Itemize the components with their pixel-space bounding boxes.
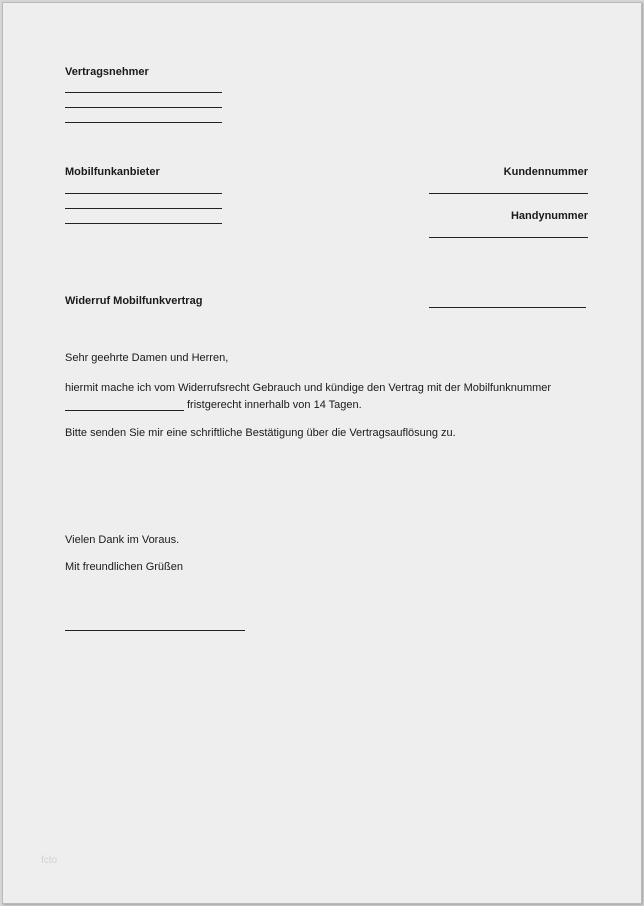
provider-line-2[interactable] — [65, 208, 222, 209]
sender-line-3[interactable] — [65, 122, 222, 123]
phone-number-line[interactable] — [429, 237, 588, 238]
provider-heading: Mobilfunkanbieter — [65, 166, 160, 178]
salutation: Sehr geehrte Damen und Herren, — [65, 352, 229, 364]
sender-line-1[interactable] — [65, 92, 222, 93]
subject-line: Widerruf Mobilfunkvertrag — [65, 295, 203, 307]
mobile-number-blank[interactable] — [65, 410, 184, 411]
watermark-text: fcto — [41, 855, 58, 866]
sender-line-2[interactable] — [65, 107, 222, 108]
body-line-1: hiermit mache ich vom Widerrufsrecht Gebrauch und kündige den Vertrag mit der Mobilfunknummer — [65, 382, 552, 394]
sender-heading: Vertragsnehmer — [65, 66, 149, 78]
phone-number-label: Handynummer — [510, 210, 588, 222]
provider-line-1[interactable] — [65, 193, 222, 194]
closing-text: Mit freundlichen Grüßen — [65, 561, 183, 573]
request-text: Bitte senden Sie mir eine schriftliche Bestätigung über die Vertragsauflösung zu. — [65, 427, 456, 439]
signature-line[interactable] — [65, 630, 245, 631]
date-line[interactable] — [429, 307, 586, 308]
body-line-2: fristgerecht innerhalb von 14 Tagen. — [187, 399, 362, 411]
customer-number-label: Kundennummer — [503, 166, 588, 178]
document-page — [2, 2, 642, 904]
provider-line-3[interactable] — [65, 223, 222, 224]
customer-number-line[interactable] — [429, 193, 588, 194]
thanks-text: Vielen Dank im Voraus. — [65, 534, 180, 546]
